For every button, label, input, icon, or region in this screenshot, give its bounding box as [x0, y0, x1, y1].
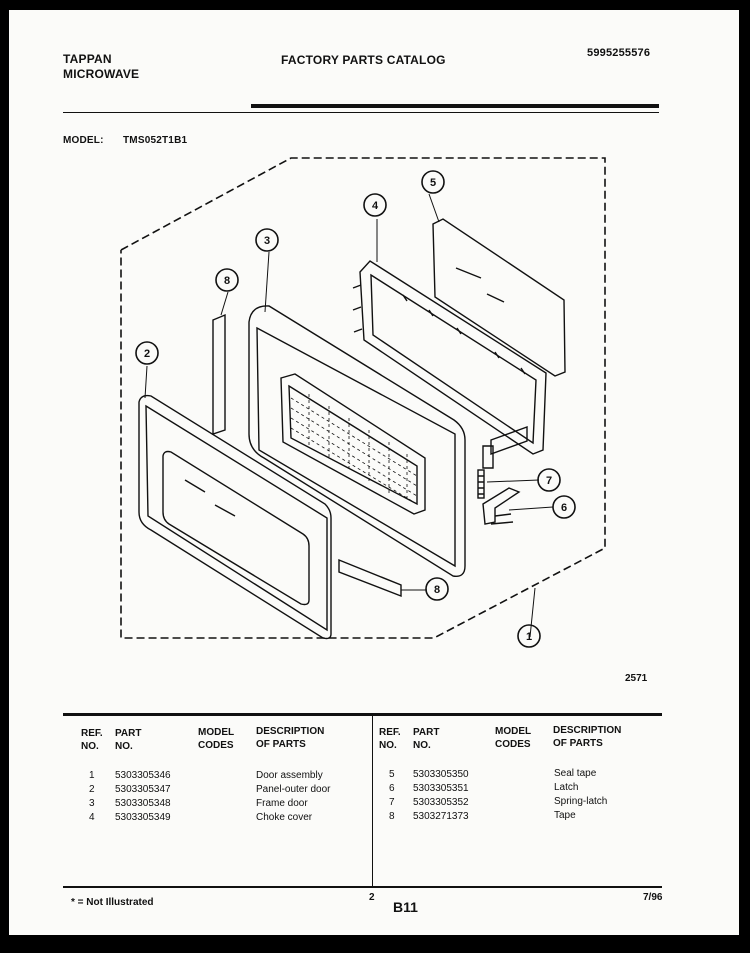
table-cell-ref: 3: [89, 798, 95, 809]
right-ref-column: [389, 768, 395, 824]
figure-code: 2571: [625, 673, 648, 684]
latch-part: [483, 488, 519, 524]
table-cell-ref: 8: [389, 811, 395, 822]
callout-1: 1: [525, 631, 533, 643]
model-label: MODEL:: [63, 135, 104, 146]
header-desc-line1: DESCRIPTION: [256, 726, 325, 737]
table-cell-part: 5303305350: [413, 769, 469, 780]
header-model-line2: CODES: [198, 740, 234, 751]
right-header-description: [553, 724, 621, 750]
right-desc-column: [554, 767, 607, 823]
brand-line-1: TAPPAN: [63, 52, 112, 66]
table-cell-part: 5303305347: [115, 784, 171, 795]
panel-outer-door-part: [139, 396, 331, 639]
frame-door-part: [249, 306, 465, 576]
tape-upper-part: [213, 315, 225, 434]
table-cell-part: 5303305351: [413, 783, 469, 794]
table-cell-part: 5303305348: [115, 798, 171, 809]
header-ref-line1: REF.: [81, 728, 103, 739]
table-cell-desc: Frame door: [256, 798, 308, 809]
assembly-outline: [121, 158, 605, 638]
catalog-title: FACTORY PARTS CATALOG: [281, 53, 446, 67]
callout-5: 5: [429, 177, 437, 189]
table-cell-part: 5303305349: [115, 812, 171, 823]
model-number: TMS052T1B1: [123, 135, 188, 146]
header-desc-line1-right: DESCRIPTION: [553, 725, 622, 736]
left-header-description: [256, 725, 324, 751]
right-header-ref: [379, 726, 401, 752]
table-cell-ref: 5: [389, 769, 395, 780]
table-cell-ref: 6: [389, 783, 395, 794]
callout-8-lower: 8: [433, 584, 441, 596]
callout-3: 3: [263, 235, 271, 247]
seal-tape-part: [433, 219, 565, 376]
header-desc-line2-right: OF PARTS: [553, 738, 603, 749]
table-cell-desc: Latch: [554, 782, 579, 793]
table-cell-ref: 1: [89, 770, 95, 781]
choke-cover-part: [353, 261, 546, 468]
table-cell-part: 5303271373: [413, 811, 469, 822]
table-cell-desc: Choke cover: [256, 812, 313, 823]
left-part-column: [115, 769, 171, 825]
right-header-model: [495, 725, 531, 751]
right-part-column: [413, 768, 469, 824]
callout-circles: [136, 171, 575, 647]
callout-4: 4: [371, 200, 379, 212]
right-header-part: [413, 726, 439, 752]
table-divider: [372, 716, 373, 886]
not-illustrated-note: * = Not Illustrated: [71, 897, 154, 908]
callout-7: 7: [545, 475, 553, 487]
table-cell-desc: Door assembly: [256, 770, 323, 781]
left-ref-column: [89, 769, 95, 825]
left-header-part: [115, 727, 141, 753]
callout-6: 6: [560, 502, 568, 514]
left-header-ref: [81, 727, 103, 753]
page-number: 2: [369, 892, 375, 903]
left-header-model: [198, 726, 234, 752]
brand-line-2: MICROWAVE: [63, 67, 140, 81]
table-bottom-rule: [63, 886, 662, 888]
section-code: B11: [393, 899, 418, 915]
header-part-line1-right: PART: [413, 727, 440, 738]
left-desc-column: [256, 769, 331, 825]
header-part-line2-right: NO.: [413, 740, 431, 751]
catalog-page: [9, 10, 739, 935]
spring-latch-part: [478, 470, 484, 498]
header-part-line2: NO.: [115, 741, 133, 752]
header-ref-line2-right: NO.: [379, 740, 397, 751]
table-cell-desc: Tape: [554, 810, 576, 821]
table-cell-part: 5303305352: [413, 797, 469, 808]
header-desc-line2: OF PARTS: [256, 739, 306, 750]
header-model-line2-right: CODES: [495, 739, 531, 750]
callout-8-upper: 8: [223, 275, 231, 287]
table-cell-ref: 7: [389, 797, 395, 808]
catalog-number: 5995255576: [587, 47, 651, 59]
table-cell-desc: Panel-outer door: [256, 784, 331, 795]
header-model-line1: MODEL: [198, 727, 235, 738]
table-cell-desc: Spring-latch: [554, 796, 608, 807]
header-ref-line2: NO.: [81, 741, 99, 752]
callout-2: 2: [143, 348, 151, 360]
table-cell-ref: 2: [89, 784, 95, 795]
header-ref-line1-right: REF.: [379, 727, 401, 738]
table-cell-desc: Seal tape: [554, 768, 597, 779]
revision-date: 7/96: [643, 892, 663, 903]
table-top-rule: [63, 713, 662, 716]
header-part-line1: PART: [115, 728, 142, 739]
header-model-line1-right: MODEL: [495, 726, 532, 737]
table-cell-part: 5303305346: [115, 770, 171, 781]
tape-lower-part: [339, 560, 401, 596]
table-cell-ref: 4: [89, 812, 95, 823]
